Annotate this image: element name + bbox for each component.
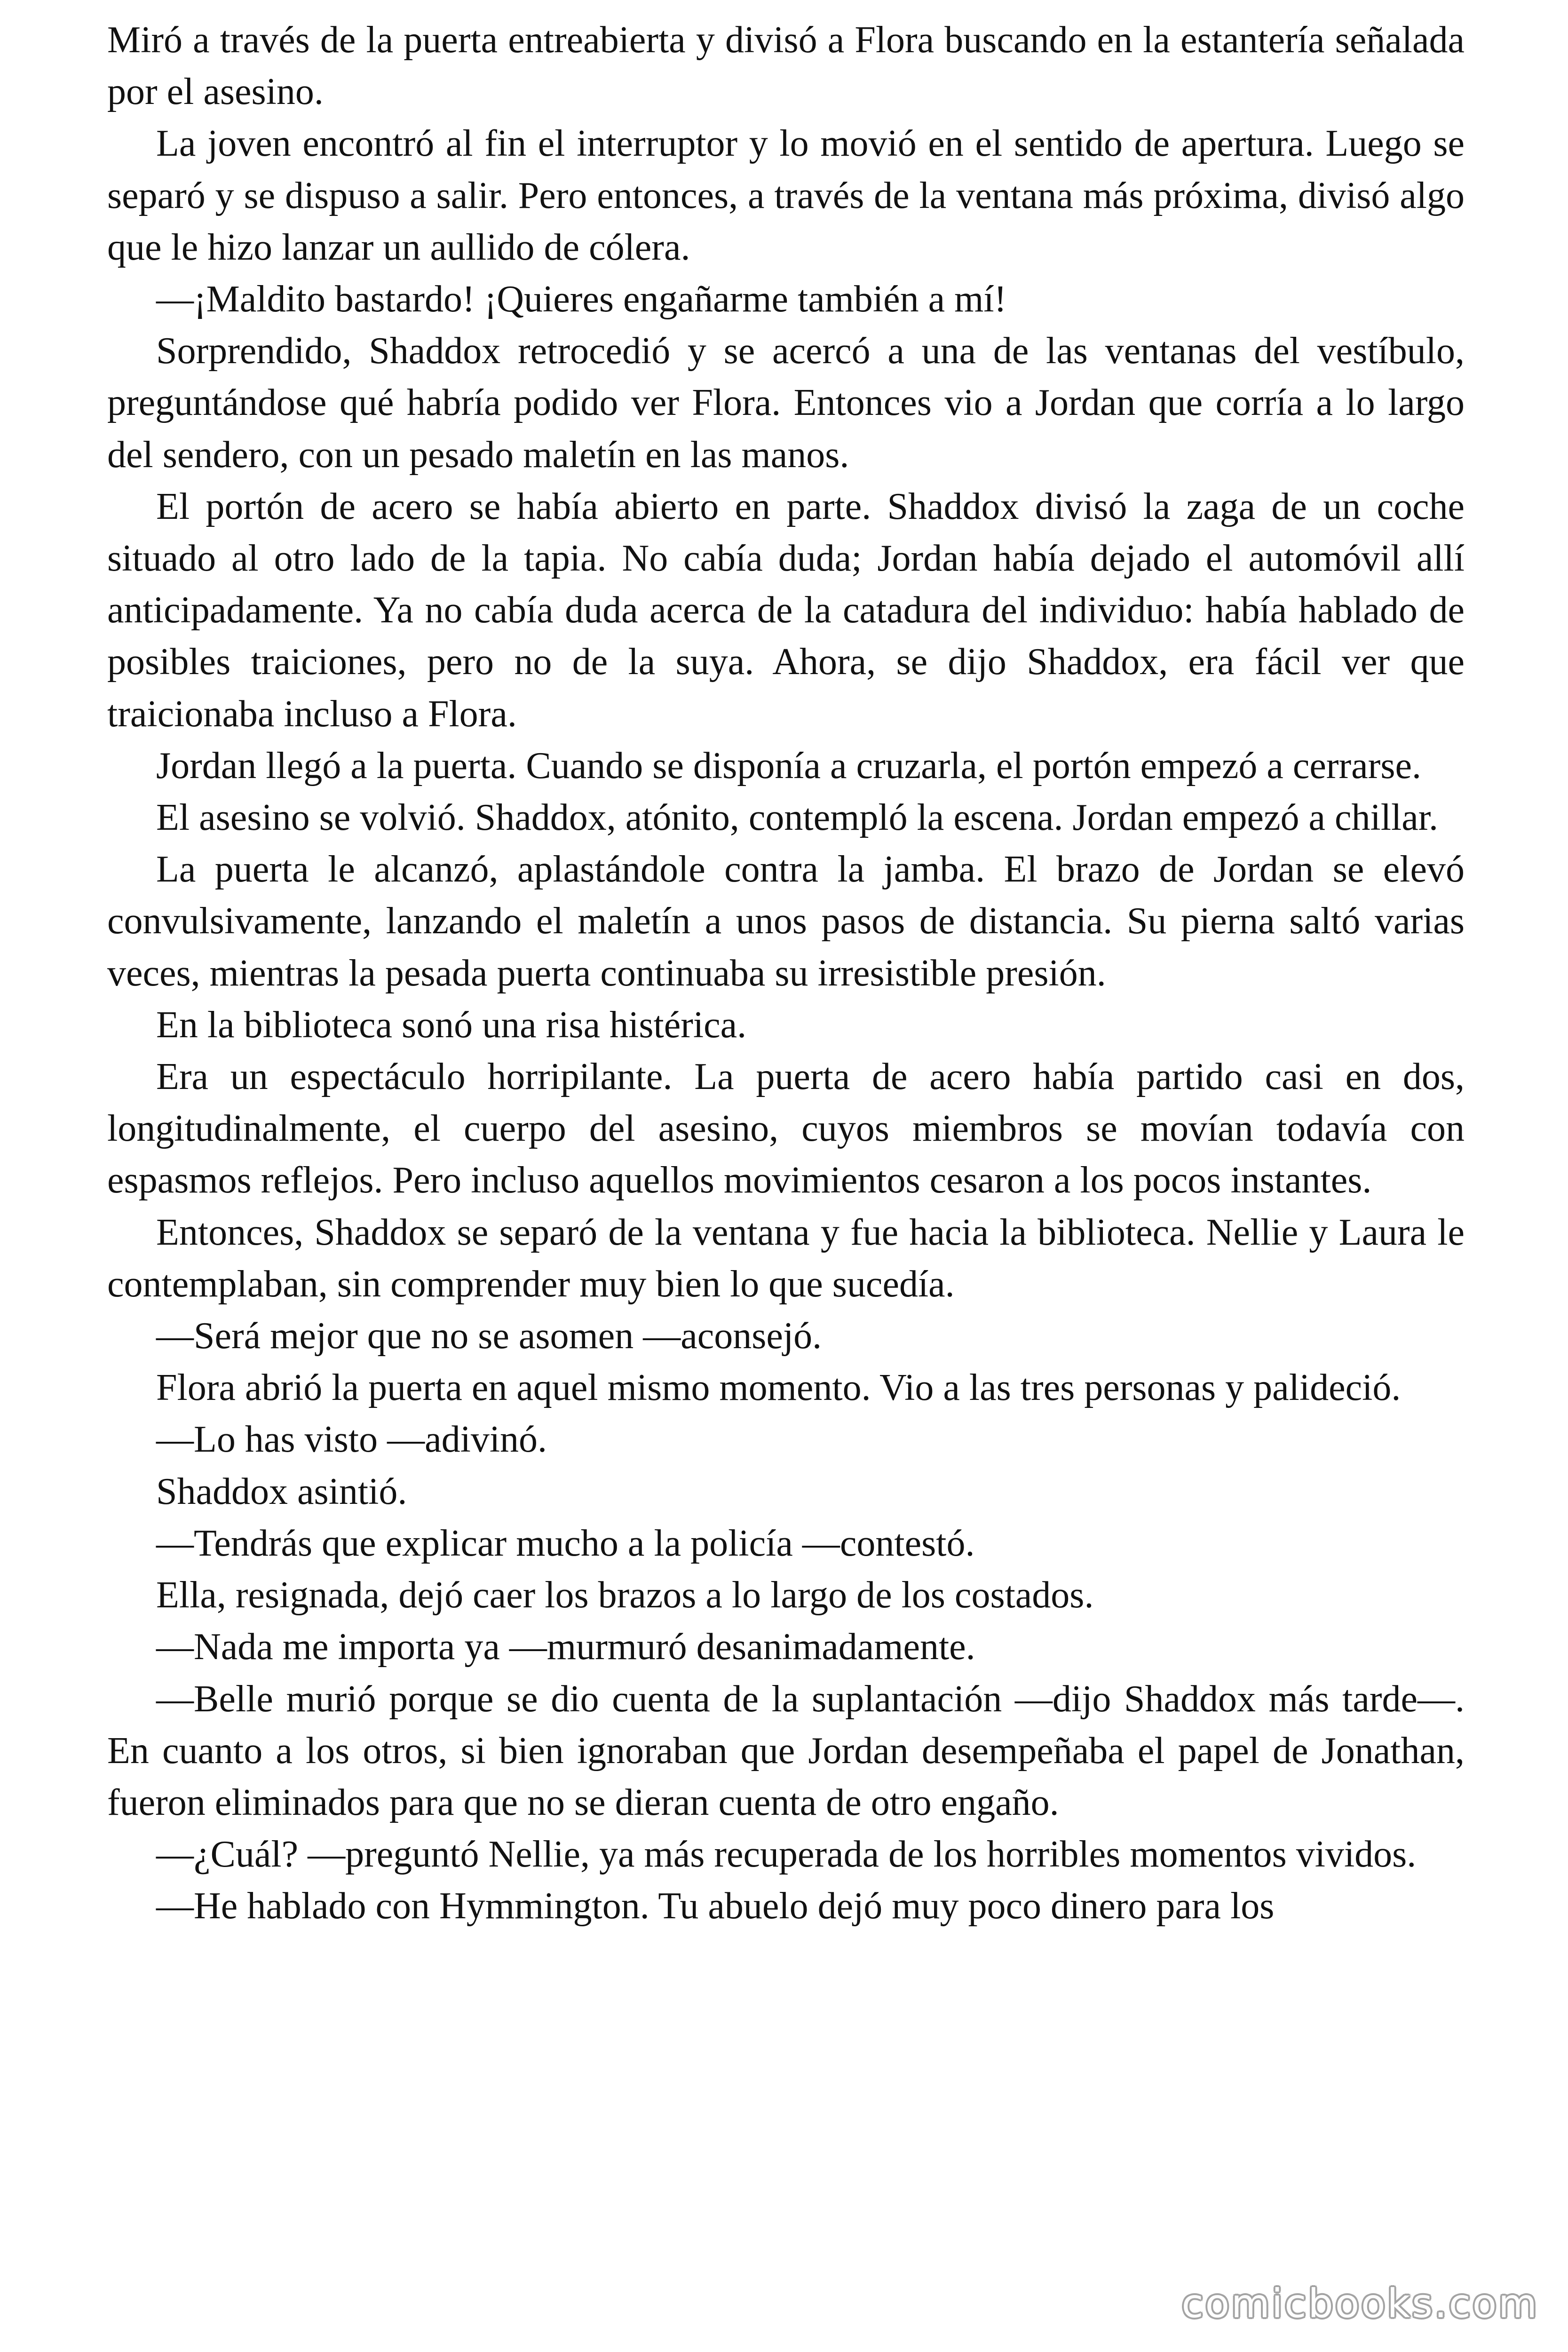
paragraph: —¿Cuál? —preguntó Nellie, ya más recuperada de los horribles momentos vividos. xyxy=(156,1834,1417,1875)
paragraph: El asesino se volvió. Shaddox, atónito, contempló la escena. Jordan empezó a chillar. xyxy=(156,797,1438,839)
paragraph: —¡Maldito bastardo! ¡Quieres engañarme también a mí! xyxy=(156,278,1007,320)
paragraph: Era un espectáculo horripilante. La puerta de acero había partido casi en dos, longitudinalmente, el cuerpo del asesino, cuyos miembros se movían todavía con espasmos reflejos. Pero incluso aquellos movimientos cesaron a los pocos instantes. xyxy=(107,1056,1465,1201)
paragraph: —He hablado con Hymmington. Tu abuelo dejó muy poco dinero para los xyxy=(156,1885,1275,1927)
paragraph: La joven encontró al fin el interruptor y lo movió en el sentido de apertura. Luego se separó y se dispuso a salir. Pero entonces, a través de la ventana más próxima, divisó algo que le hizo lanzar un aullido de cólera. xyxy=(107,123,1465,268)
paragraph: Ella, resignada, dejó caer los brazos a lo largo de los costados. xyxy=(156,1574,1094,1616)
paragraph: Shaddox asintió. xyxy=(156,1470,407,1512)
paragraph: —Tendrás que explicar mucho a la policía —contestó. xyxy=(156,1522,975,1564)
paragraph: Sorprendido, Shaddox retrocedió y se acercó a una de las ventanas del vestíbulo, preguntándose qué habría podido ver Flora. Entonces vio a Jordan que corría a lo largo del sendero, con un pesado maletín en las manos. xyxy=(107,330,1465,476)
paragraph: Jordan llegó a la puerta. Cuando se disponía a cruzarla, el portón empezó a cerrarse. xyxy=(156,745,1421,787)
watermark-logo: comicbooks.com xyxy=(1181,2280,1539,2327)
paragraph: —Será mejor que no se asomen —aconsejó. xyxy=(156,1315,822,1357)
paragraph: La puerta le alcanzó, aplastándole contra la jamba. El brazo de Jordan se elevó convulsivamente, lanzando el maletín a unos pasos de distancia. Su pierna saltó varias veces, mientras la pesada puerta continuaba su irresistible presión. xyxy=(107,849,1465,994)
paragraph: —Lo has visto —adivinó. xyxy=(156,1419,547,1461)
paragraph: Entonces, Shaddox se separó de la ventana y fue hacia la biblioteca. Nellie y Laura le contemplaban, sin comprender muy bien lo que sucedía. xyxy=(107,1211,1465,1305)
paragraph: —Belle murió porque se dio cuenta de la suplantación —dijo Shaddox más tarde—. En cuanto a los otros, si bien ignoraban que Jordan desempeñaba el papel de Jonathan, fueron eliminados para que no se dieran cuenta de otro engaño. xyxy=(107,1678,1465,1823)
paragraph: En la biblioteca sonó una risa histérica. xyxy=(156,1004,747,1046)
book-page xyxy=(107,14,1465,2338)
paragraph: El portón de acero se había abierto en parte. Shaddox divisó la zaga de un coche situado al otro lado de la tapia. No cabía duda; Jordan había dejado el automóvil allí anticipadamente. Ya no cabía duda acerca de la catadura del individuo: había hablado de posibles traiciones, pero no de la suya. Ahora, se dijo Shaddox, era fácil ver que traicionaba incluso a Flora. xyxy=(107,485,1465,735)
paragraph: —Nada me importa ya —murmuró desanimadamente. xyxy=(156,1626,975,1668)
paragraph: Flora abrió la puerta en aquel mismo momento. Vio a las tres personas y palideció. xyxy=(156,1367,1401,1409)
paragraph: Miró a través de la puerta entreabierta y divisó a Flora buscando en la estantería señalada por el asesino. xyxy=(107,19,1465,113)
